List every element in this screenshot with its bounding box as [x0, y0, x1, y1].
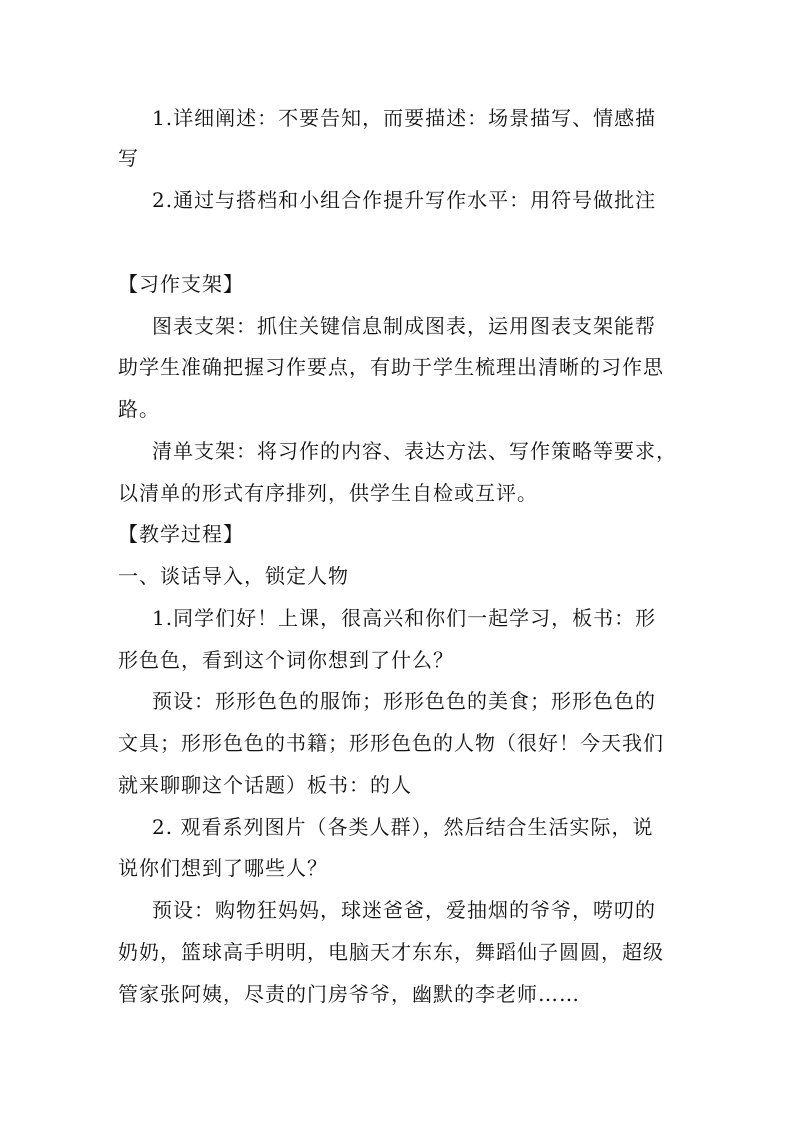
objective-1-continuation: 写: [118, 146, 139, 170]
chart-scaffold-paragraph-line-2: 助学生准确把握习作要点，有助于学生梳理出清晰的习作思: [118, 355, 664, 379]
section-heading-writing-scaffold: 【习作支架】: [118, 272, 244, 296]
step-1-item-1-line-1: 1.同学们好！上课，很高兴和你们一起学习，板书：形: [152, 606, 657, 630]
preset-1-line-1: 预设：形形色色的服饰；形形色色的美食；形形色色的: [152, 689, 656, 713]
step-1-item-2-line-1: 2. 观看系列图片（各类人群），然后结合生活实际，说: [152, 815, 654, 839]
preset-2-line-3: 管家张阿姨，尽责的门房爷爷，幽默的李老师……: [118, 982, 580, 1006]
checklist-scaffold-paragraph-line-1: 清单支架：将习作的内容、表达方法、写作策略等要求，: [152, 439, 677, 463]
step-1-item-1-line-2: 形色色，看到这个词你想到了什么？: [118, 648, 454, 672]
checklist-scaffold-paragraph-line-2: 以清单的形式有序排列，供学生自检或互评。: [118, 481, 538, 505]
section-heading-teaching-process: 【教学过程】: [118, 522, 244, 546]
objective-1-line: 1.详细阐述：不要告知，而要描述：场景描写、情感描: [152, 106, 657, 130]
chart-scaffold-paragraph-line-3: 路。: [118, 397, 160, 421]
preset-2-line-2: 奶奶，篮球高手明明，电脑天才东东，舞蹈仙子圆圆，超级: [118, 940, 664, 964]
preset-1-line-2: 文具；形形色色的书籍；形形色色的人物（很好！今天我们: [118, 731, 664, 755]
preset-2-line-1: 预设：购物狂妈妈，球迷爸爸，爱抽烟的爷爷，唠叨的: [152, 898, 656, 922]
chart-scaffold-paragraph-line-1: 图表支架：抓住关键信息制成图表，运用图表支架能帮: [152, 314, 656, 338]
step-1-heading: 一、谈话导入，锁定人物: [118, 564, 349, 588]
step-1-item-2-line-2: 说你们想到了哪些人？: [118, 856, 328, 880]
objective-2-line: 2.通过与搭档和小组合作提升写作水平：用符号做批注: [152, 188, 657, 212]
preset-1-line-3: 就来聊聊这个话题）板书：的人: [118, 773, 412, 797]
